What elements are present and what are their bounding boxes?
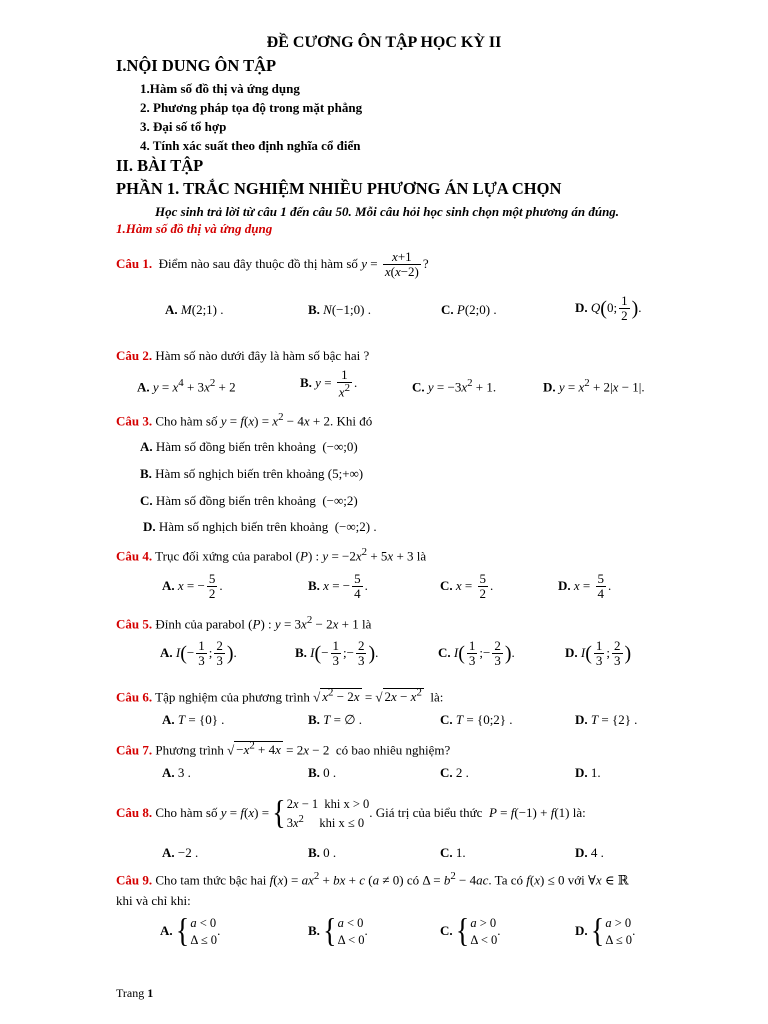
question-1: Câu 1. Điểm nào sau đây thuộc đồ thị hàm số y = $\frac{x+1}{x(x-2)}$ ?	[116, 249, 429, 280]
document-title: ĐỀ CƯƠNG ÔN TẬP HỌC KỲ II	[266, 34, 502, 51]
option-b: B. I(− $\frac{1}{3}$ ;− $\frac{2}{3}$ ).	[295, 638, 379, 669]
option-d: D. $y = x^2 + 2|x - 1|$.	[543, 377, 645, 395]
option-c: C. I( $\frac{1}{3}$ ;− $\frac{2}{3}$ ).	[438, 638, 515, 669]
option-a: A. I(− $\frac{1}{3}$ ; $\frac{2}{3}$ ).	[160, 638, 237, 669]
option-b: B. 0 .	[308, 845, 337, 860]
option-c: C. P(2;0) .	[441, 302, 497, 317]
question-label: Câu 1.	[116, 255, 153, 271]
topic-item-4: 4. Tính xác suất theo định nghĩa cổ điển	[140, 138, 361, 153]
option-c: C. 1.	[440, 845, 466, 860]
option-c: C. x = $\frac{5}{2}$ .	[440, 571, 494, 602]
question-2: Câu 2. Hàm số nào dưới đây là hàm số bậc hai ?	[116, 348, 370, 363]
topic-item-2: 2. Phương pháp tọa độ trong mặt phẳng	[140, 100, 363, 115]
option-d: D. I( $\frac{1}{3}$ ; $\frac{2}{3}$ )	[565, 638, 632, 669]
option-b: B. T = ∅ .	[308, 712, 363, 727]
option-c: C. $y = -3x^2 + 1$.	[412, 377, 497, 395]
question-4: Câu 4. Trục đối xứng của parabol (P) : $y = -2x^2 + 5x + 3$ là	[116, 546, 427, 564]
option-a: A. T = {0} .	[162, 712, 225, 727]
option-d: D. 1.	[575, 765, 601, 780]
option-b: B. x = − $\frac{5}{4}$ .	[308, 571, 368, 602]
option-d: D. T = {2} .	[575, 712, 638, 727]
question-9: Câu 9. Cho tam thức bậc hai $f(x) = ax^2$ + bx + c (a ≠ 0) có $\Delta = b^2 - 4ac$. Ta có f(x) ≤ 0 với ∀x ∈ ℝ	[116, 870, 629, 888]
question-5: Câu 5. Đỉnh của parabol (P) : $y = 3x^2 - 2x + 1$ là	[116, 614, 372, 632]
question-6: Câu 6. Tập nghiệm của phương trình √ $x^2 - 2x$ = √ $2x - x^2$ là:	[116, 687, 444, 705]
option-d: D. Hàm số nghịch biến trên khoảng (−∞;2) .	[143, 519, 377, 534]
option-b: B. y = $\frac{1}{x^2}$ .	[300, 367, 358, 400]
option-a: A. {a < 0 Δ ≤ 0.	[160, 912, 221, 950]
instructions: Học sinh trả lời từ câu 1 đến câu 50. Mỗi câu hỏi học sinh chọn một phương án đúng.	[155, 204, 620, 219]
question-text: Điểm nào sau đây thuộc đồ thị hàm số	[158, 255, 358, 271]
option-c: C. Hàm số đồng biến trên khoảng (−∞;2)	[140, 493, 358, 508]
option-a: A. M(2;1) .	[165, 302, 224, 317]
option-a: A. $y = x^4 + 3x^2 + 2$	[137, 377, 236, 395]
option-b: B. {a < 0 Δ < 0.	[308, 912, 368, 950]
option-b: B. 0 .	[308, 765, 337, 780]
option-b: B. Hàm số nghịch biến trên khoảng (5;+∞)	[140, 466, 364, 481]
section-heading-content: I.NỘI DUNG ÔN TẬP	[116, 56, 277, 75]
part-heading: PHẦN 1. TRẮC NGHIỆM NHIỀU PHƯƠNG ÁN LỰA CHỌN	[116, 179, 562, 198]
option-a: A. x = − $\frac{5}{2}$ .	[162, 571, 223, 602]
topic-item-3: 3. Đại số tổ hợp	[140, 119, 227, 134]
subsection-heading: 1.Hàm số đồ thị và ứng dụng	[116, 221, 273, 236]
option-b: B. N(−1;0) .	[308, 302, 371, 317]
option-c: C. {a > 0 Δ < 0.	[440, 912, 501, 950]
question-8: Câu 8. Cho hàm số y = f(x) = {2x − 1 khi x > 0 $3x^2$ khi x ≤ 0. Giá trị của biểu thức P = f(−1) + f(1) là:	[116, 794, 586, 832]
page-footer: Trang 1	[116, 986, 154, 1000]
question-3: Câu 3. Cho hàm số $y = f(x) = x^2 - 4x + 2$. Khi đó	[116, 411, 373, 429]
option-a: A. Hàm số đồng biến trên khoảng (−∞;0)	[140, 439, 358, 454]
option-d: D. x = $\frac{5}{4}$ .	[558, 571, 612, 602]
question-9-continued: khi và chỉ khi:	[116, 893, 191, 908]
option-d: D. {a > 0 Δ ≤ 0.	[575, 912, 636, 950]
question-7: Câu 7. Phương trình √ $-x^2 + 4x = 2x - 2$ có bao nhiêu nghiệm?	[116, 740, 451, 758]
option-a: A. 3 .	[162, 765, 191, 780]
topic-item-1: 1.Hàm số đồ thị và ứng dụng	[140, 81, 300, 96]
section-heading-exercises: II. BÀI TẬP	[116, 156, 204, 175]
option-c: C. 2 .	[440, 765, 469, 780]
option-a: A. −2 .	[162, 845, 199, 860]
option-d: D. 4 .	[575, 845, 604, 860]
option-c: C. T = {0;2} .	[440, 712, 513, 727]
option-d: D. Q(0; $\frac{1}{2}$ ).	[575, 293, 642, 324]
